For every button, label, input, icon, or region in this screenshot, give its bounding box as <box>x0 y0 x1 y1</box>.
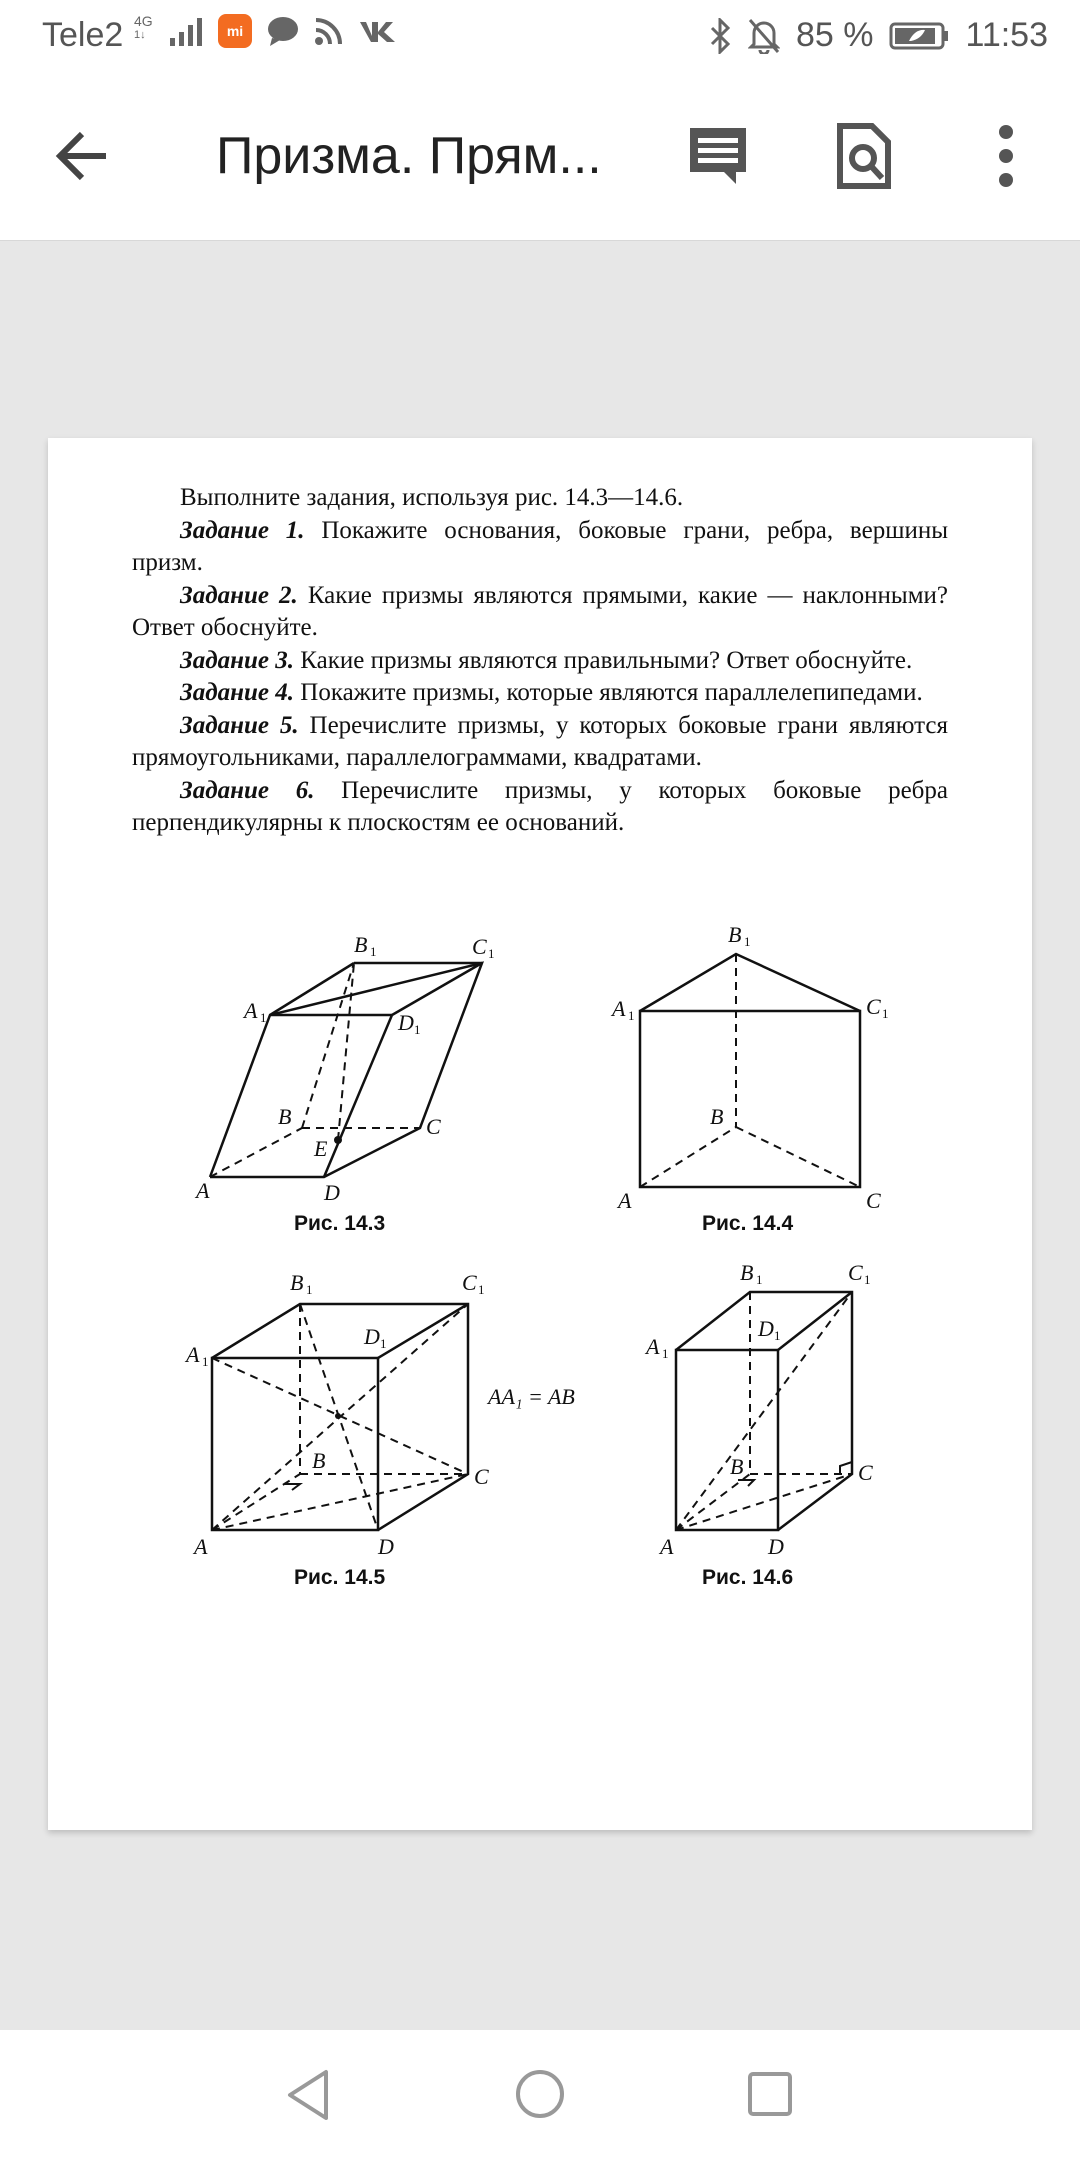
battery-percent: 85 % <box>795 16 874 54</box>
fig-14-6-label-C1: C <box>848 1260 863 1285</box>
intro-line: Выполните задания, используя рис. 14.3—14.6. <box>180 484 684 511</box>
fig-14-5-label-D1: D <box>364 1324 380 1349</box>
fig-14-6-label-B1: B <box>740 1260 754 1285</box>
fig-14-6-label-D: D <box>768 1534 784 1559</box>
figure-14-3-drawing <box>210 963 482 1177</box>
fig-14-5-label-C1: C <box>462 1270 477 1295</box>
fig-14-4-label-B: B <box>710 1104 724 1129</box>
fig-14-4-label-B1: B <box>728 922 742 947</box>
fig-14-4-label-A: A <box>618 1188 632 1213</box>
signal-icon <box>170 16 204 46</box>
fig-14-4-label-A1: A <box>612 996 626 1021</box>
task-3: Задание 3. Какие призмы являются правильными? Ответ обоснуйте. <box>180 646 913 674</box>
subscript: 1 <box>756 1272 763 1287</box>
figure-14-4-drawing <box>640 954 860 1187</box>
task-5: Задание 5. Перечислите призмы, у которых боковые грани являются прямоугольниками, параллелограммами, квадратами. <box>132 711 948 771</box>
system-nav-bar <box>0 2030 1080 2160</box>
fig-14-4-caption: Рис. 14.4 <box>702 1212 794 1235</box>
fig-14-5-note: AA₁ = AB <box>488 1384 575 1409</box>
find-in-page-icon[interactable] <box>836 122 892 190</box>
fig-14-5-label-A: A <box>194 1534 208 1559</box>
mi-app-icon: mi <box>218 14 252 48</box>
fig-14-6-label-A1: A <box>646 1334 660 1359</box>
subscript: 1 <box>864 1272 871 1287</box>
network-type: 4G 1↓ <box>134 13 153 41</box>
fig-14-3-label-C1: C <box>472 934 487 959</box>
app-bar <box>0 72 1080 241</box>
subscript: 1 <box>414 1022 421 1037</box>
task-1: Задание 1. Покажите основания, боковые грани, ребра, вершины призм. <box>132 516 948 576</box>
fig-14-3-label-A: A <box>196 1178 210 1203</box>
fig-14-3-caption: Рис. 14.3 <box>294 1212 386 1235</box>
subscript: 1 <box>478 1282 485 1297</box>
fig-14-6-label-D1: D <box>758 1316 774 1341</box>
subscript: 1 <box>202 1354 209 1369</box>
subscript: 1 <box>488 946 495 961</box>
fig-14-3-label-A1: A <box>244 998 258 1023</box>
subscript: 1 <box>774 1328 781 1343</box>
fig-14-3-label-B1: B <box>354 932 368 957</box>
subscript: 1 <box>306 1282 313 1297</box>
rss-icon <box>314 16 344 46</box>
fig-14-5-label-B1: B <box>290 1270 304 1295</box>
carrier-name: Tele2 <box>42 16 124 54</box>
more-vert-icon[interactable] <box>996 124 1016 188</box>
task-4: Задание 4. Покажите призмы, которые являются параллелепипедами. <box>180 679 923 706</box>
document-page[interactable] <box>48 438 1032 1830</box>
fig-14-6-label-A: A <box>660 1534 674 1559</box>
subscript: 1 <box>662 1346 669 1361</box>
clock: 11:53 <box>965 16 1048 54</box>
subscript: 1 <box>370 944 377 959</box>
battery-icon <box>889 21 949 51</box>
nav-recents-icon[interactable] <box>746 2070 794 2118</box>
mute-bell-icon <box>748 18 780 54</box>
vk-icon <box>358 16 398 46</box>
subscript: 1 <box>744 934 751 949</box>
fig-14-3-label-B: B <box>278 1104 292 1129</box>
chat-bubble-icon <box>266 16 300 46</box>
fig-14-3-label-E: E <box>314 1136 328 1161</box>
status-bar <box>0 0 1080 72</box>
fig-14-6-label-C: C <box>858 1460 873 1485</box>
fig-14-5-label-D: D <box>378 1534 394 1559</box>
nav-back-icon[interactable] <box>286 2068 330 2122</box>
fig-14-4-label-C1: C <box>866 994 881 1019</box>
fig-14-3-label-D1: D <box>398 1010 414 1035</box>
document-title: Призма. Прям... <box>216 127 602 185</box>
comment-icon[interactable] <box>686 124 750 188</box>
fig-14-5-label-C: C <box>474 1464 489 1489</box>
fig-14-4-label-C: C <box>866 1188 881 1213</box>
fig-14-6-caption: Рис. 14.6 <box>702 1566 794 1589</box>
subscript: 1 <box>260 1010 267 1025</box>
task-6: Задание 6. Перечислите призмы, у которых боковые ребра перпендикулярны к плоскостям ее оснований. <box>132 776 948 836</box>
fig-14-3-label-D: D <box>324 1180 340 1205</box>
task-2: Задание 2. Какие призмы являются прямыми, какие — наклонными? Ответ обоснуйте. <box>132 581 948 641</box>
fig-14-6-label-B: B <box>730 1454 744 1479</box>
subscript: 1 <box>380 1336 387 1351</box>
subscript: 1 <box>628 1008 635 1023</box>
fig-14-5-label-A1: A <box>186 1342 200 1367</box>
figures <box>48 438 1032 1830</box>
nav-home-icon[interactable] <box>514 2068 566 2120</box>
bluetooth-icon <box>710 18 732 54</box>
subscript: 1 <box>882 1006 889 1021</box>
fig-14-5-caption: Рис. 14.5 <box>294 1566 386 1589</box>
fig-14-3-label-C: C <box>426 1114 441 1139</box>
arrow-back-icon[interactable] <box>54 128 110 184</box>
fig-14-5-label-B: B <box>312 1448 326 1473</box>
